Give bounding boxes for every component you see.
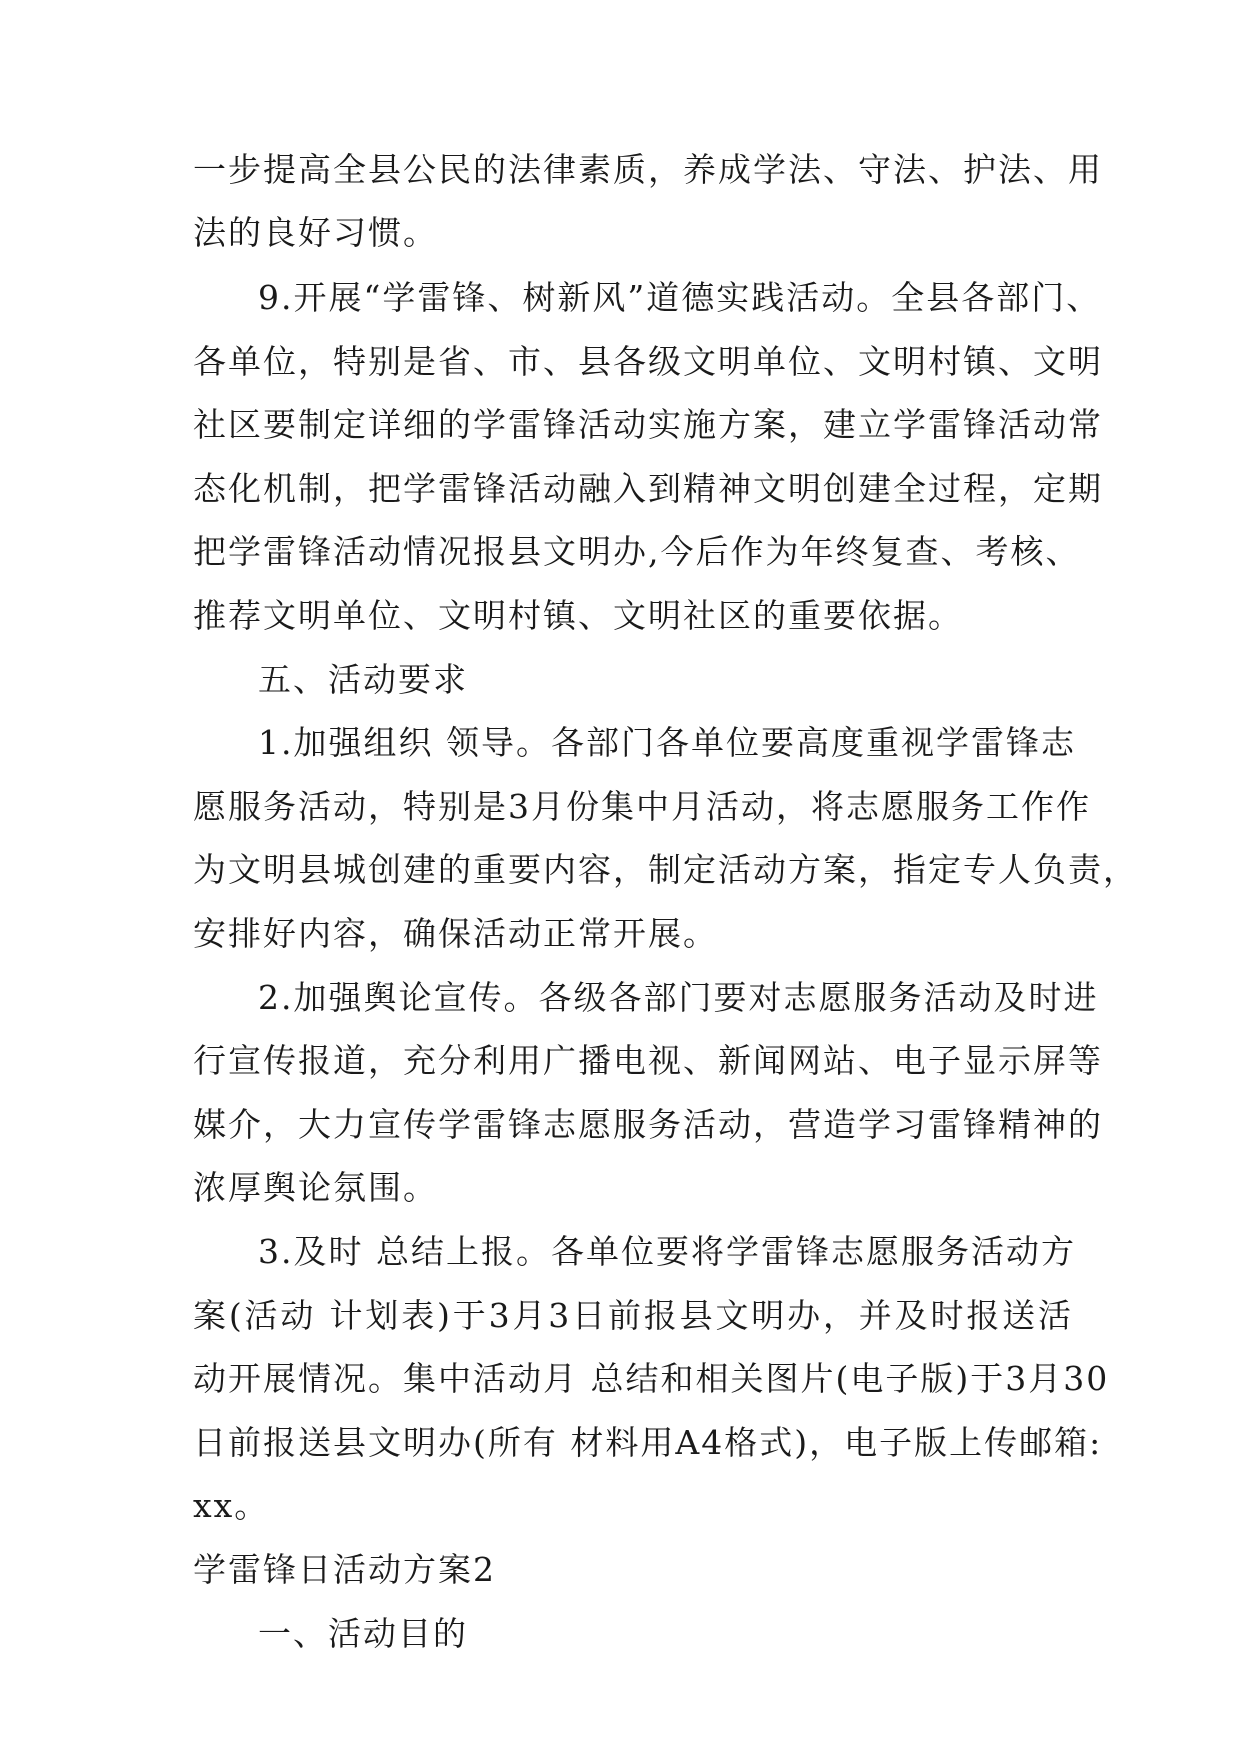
paragraph-line: 3.及时 总结上报。各单位要将学雷锋志愿服务活动方 [258, 1232, 1076, 1271]
paragraph-line: 行宣传报道，充分利用广播电视、新闻网站、电子显示屏等 [193, 1041, 1103, 1080]
document-title: 学雷锋日活动方案2 [193, 1550, 496, 1589]
section-heading: 五、活动要求 [258, 660, 468, 699]
paragraph-line: 把学雷锋活动情况报县文明办,今后作为年终复查、考核、 [193, 532, 1081, 571]
paragraph-line: 法的良好习惯。 [193, 213, 438, 252]
paragraph-line: 2.加强舆论宣传。各级各部门要对志愿服务活动及时进 [258, 978, 1099, 1017]
paragraph-line: 安排好内容，确保活动正常开展。 [193, 914, 718, 953]
paragraph-line: 态化机制，把学雷锋活动融入到精神文明创建全过程，定期 [193, 469, 1103, 508]
paragraph-line: 媒介，大力宣传学雷锋志愿服务活动，营造学习雷锋精神的 [193, 1105, 1103, 1144]
paragraph-line: 各单位，特别是省、市、县各级文明单位、文明村镇、文明 [193, 342, 1103, 381]
paragraph-line: 案(活动 计划表)于3月3日前报县文明办，并及时报送活 [193, 1296, 1073, 1335]
paragraph-line: 推荐文明单位、文明村镇、文明社区的重要依据。 [193, 596, 963, 635]
paragraph-line: 一步提高全县公民的法律素质，养成学法、守法、护法、用 [193, 150, 1103, 189]
paragraph-line: xx。 [193, 1486, 270, 1525]
paragraph-line: 动开展情况。集中活动月 总结和相关图片(电子版)于3月30 [193, 1359, 1110, 1398]
paragraph-line: 为文明县城创建的重要内容，制定活动方案，指定专人负责， [193, 850, 1138, 889]
paragraph-line: 日前报送县文明办(所有 材料用A4格式)，电子版上传邮箱: [193, 1423, 1103, 1462]
paragraph-line: 社区要制定详细的学雷锋活动实施方案，建立学雷锋活动常 [193, 405, 1103, 444]
section-heading: 一、活动目的 [258, 1614, 468, 1653]
paragraph-line: 9.开展“学雷锋、树新风”道德实践活动。全县各部门、 [258, 278, 1102, 317]
paragraph-line: 浓厚舆论氛围。 [193, 1168, 438, 1207]
paragraph-line: 愿服务活动，特别是3月份集中月活动，将志愿服务工作作 [193, 787, 1091, 826]
paragraph-line: 1.加强组织 领导。各部门各单位要高度重视学雷锋志 [258, 723, 1076, 762]
